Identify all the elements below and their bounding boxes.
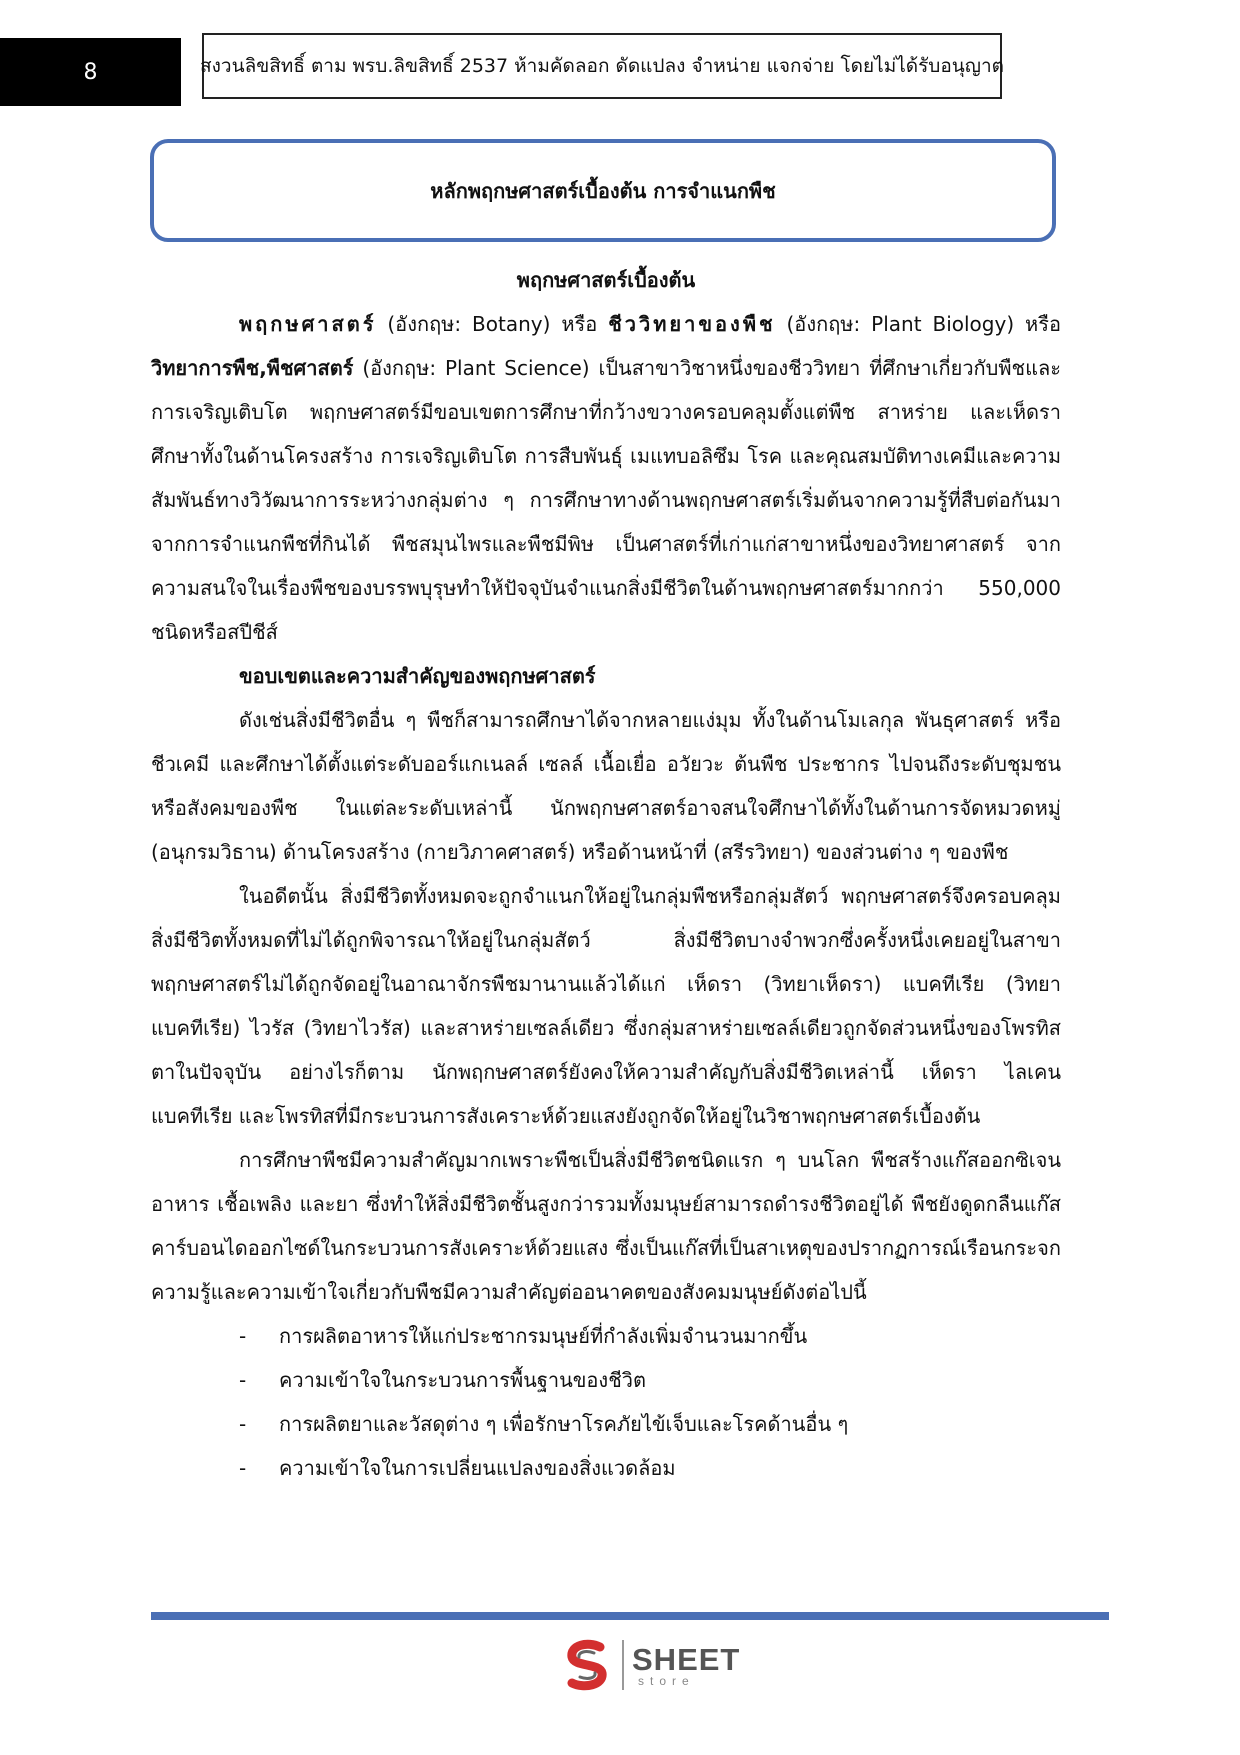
- sheet-store-logo: [560, 1634, 740, 1696]
- paragraph-intro: [151, 302, 1061, 654]
- intro-text-3: (อังกฤษ: Plant Science) เป็นสาขาวิชาหนึ่งของชีววิทยา ที่ศึกษาเกี่ยวกับพืชและการเจริญเติบโต พฤกษศาสตร์มีขอบเขตการศึกษาที่กว้างขวางครอบคลุมตั้งแต่พืช สาหร่าย และเห็ดรา ศึกษาทั้งในด้านโครงสร้าง การเจริญเติบโต การสืบพันธุ์ เมแทบอลิซึม โรค และคุณสมบัติทางเคมีและความสัมพันธ์ทางวิวัฒนาการระหว่างกลุ่มต่าง ๆ การศึกษาทางด้านพฤกษศาสตร์เริ่มต้นจากความรู้ที่สืบต่อกันมา จากการจำแนกพืชที่กินได้ พืชสมุนไพรและพืชมีพิษ เป็นศาสตร์ที่เก่าแก่สาขาหนึ่งของวิทยาศาสตร์ จากความสนใจในเรื่องพืชของบรรพบุรุษทำให้ปัจจุบันจำแนกสิ่งมีชีวิตในด้านพฤกษศาสตร์มากกว่า 550,000 ชนิดหรือสปีชีส์: [151, 356, 1061, 644]
- chapter-title: หลักพฤกษศาสตร์เบื้องต้น การจำแนกพืช: [430, 178, 776, 203]
- subheading-scope: ขอบเขตและความสำคัญของพฤกษศาสตร์: [239, 664, 596, 688]
- page-number-box: [0, 38, 181, 106]
- list-item: [151, 1358, 1061, 1402]
- intro-text-1: (อังกฤษ: Botany) หรือ: [376, 312, 609, 336]
- bullet-dash: -: [239, 1324, 247, 1348]
- term-botany: พฤกษศาสตร์: [239, 312, 377, 336]
- logo-subtext: store: [638, 1673, 695, 1688]
- list-item-text: การผลิตอาหารให้แก่ประชากรมนุษย์ที่กำลังเพิ่มจำนวนมากขึ้น: [279, 1324, 808, 1348]
- importance-list: [151, 1314, 1061, 1490]
- paragraph-importance: การศึกษาพืชมีความสำคัญมากเพราะพืชเป็นสิ่งมีชีวิตชนิดแรก ๆ บนโลก พืชสร้างแก๊สออกซิเจน อาหาร เชื้อเพลิง และยา ซึ่งทำให้สิ่งมีชีวิตชั้นสูงกว่ารวมทั้งมนุษย์สามารถดำรงชีวิตอยู่ได้ พืชยังดูดกลืนแก๊สคาร์บอนไดออกไซด์ในกระบวนการสังเคราะห์ด้วยแสง ซึ่งเป็นแก๊สที่เป็นสาเหตุของปรากฏการณ์เรือนกระจก ความรู้และความเข้าใจเกี่ยวกับพืชมีความสำคัญต่ออนาคตของสังคมมนุษย์ดังต่อไปนี้: [151, 1148, 1061, 1304]
- paragraph-scope: ดังเช่นสิ่งมีชีวิตอื่น ๆ พืชก็สามารถศึกษาได้จากหลายแง่มุม ทั้งในด้านโมเลกุล พันธุศาสตร์ หรือชีวเคมี และศึกษาได้ตั้งแต่ระดับออร์แกเนลล์ เซลล์ เนื้อเยื่อ อวัยวะ ต้นพืช ประชากร ไปจนถึงระดับชุมชนหรือสังคมของพืช ในแต่ละระดับเหล่านี้ นักพฤกษศาสตร์อาจสนใจศึกษาได้ทั้งในด้านการจัดหมวดหมู่ (อนุกรมวิธาน) ด้านโครงสร้าง (กายวิภาคศาสตร์) หรือด้านหน้าที่ (สรีรวิทยา) ของส่วนต่าง ๆ ของพืช: [151, 708, 1061, 864]
- list-item: [151, 1402, 1061, 1446]
- section-heading: พฤกษศาสตร์เบื้องต้น: [516, 268, 696, 292]
- page-number: 8: [83, 59, 98, 85]
- sheet-s-logo-icon: [560, 1637, 616, 1693]
- paragraph-history: ในอดีตนั้น สิ่งมีชีวิตทั้งหมดจะถูกจำแนกให้อยู่ในกลุ่มพืชหรือกลุ่มสัตว์ พฤกษศาสตร์จึงครอบคลุมสิ่งมีชีวิตทั้งหมดที่ไม่ได้ถูกพิจารณาให้อยู่ในกลุ่มสัตว์ สิ่งมีชีวิตบางจำพวกซึ่งครั้งหนึ่งเคยอยู่ในสาขาพฤกษศาสตร์ไม่ได้ถูกจัดอยู่ในอาณาจักรพืชมานานแล้วได้แก่ เห็ดรา (วิทยาเห็ดรา) แบคทีเรีย (วิทยาแบคทีเรีย) ไวรัส (วิทยาไวรัส) และสาหร่ายเซลล์เดียว ซึ่งกลุ่มสาหร่ายเซลล์เดียวถูกจัดส่วนหนึ่งของโพรทิสตาในปัจจุบัน อย่างไรก็ตาม นักพฤกษศาสตร์ยังคงให้ความสำคัญกับสิ่งมีชีวิตเหล่านี้ เห็ดรา ไลเคน แบคทีเรีย และโพรทิสที่มีกระบวนการสังเคราะห์ด้วยแสงยังถูกจัดให้อยู่ในวิชาพฤกษศาสตร์เบื้องต้น: [151, 884, 1061, 1128]
- list-item: [151, 1314, 1061, 1358]
- list-item: [151, 1446, 1061, 1490]
- logo-word: SHEET: [632, 1641, 741, 1677]
- footer-divider: [151, 1612, 1109, 1620]
- term-plant-science: วิทยาการพืช,พืชศาสตร์: [151, 356, 354, 380]
- intro-text-2: (อังกฤษ: Plant Biology) หรือ: [775, 312, 1061, 336]
- list-item-text: ความเข้าใจในกระบวนการพื้นฐานของชีวิต: [279, 1368, 646, 1392]
- logo-separator: [622, 1640, 624, 1690]
- bullet-dash: -: [239, 1456, 247, 1480]
- list-item-text: ความเข้าใจในการเปลี่ยนแปลงของสิ่งแวดล้อม: [279, 1456, 676, 1480]
- bullet-dash: -: [239, 1368, 247, 1392]
- document-body: [151, 258, 1061, 1490]
- chapter-title-box: [150, 139, 1056, 242]
- list-item-text: การผลิตยาและวัสดุต่าง ๆ เพื่อรักษาโรคภัยไข้เจ็บและโรคด้านอื่น ๆ: [279, 1412, 849, 1436]
- term-plant-biology: ชีววิทยาของพืช: [608, 312, 776, 336]
- bullet-dash: -: [239, 1412, 247, 1436]
- copyright-notice-box: [202, 33, 1002, 99]
- logo-text: [632, 1641, 741, 1688]
- copyright-notice: สงวนลิขสิทธิ์ ตาม พรบ.ลิขสิทธิ์ 2537 ห้ามคัดลอก ดัดแปลง จำหน่าย แจกจ่าย โดยไม่ได้รับอนุญาต: [200, 55, 1004, 77]
